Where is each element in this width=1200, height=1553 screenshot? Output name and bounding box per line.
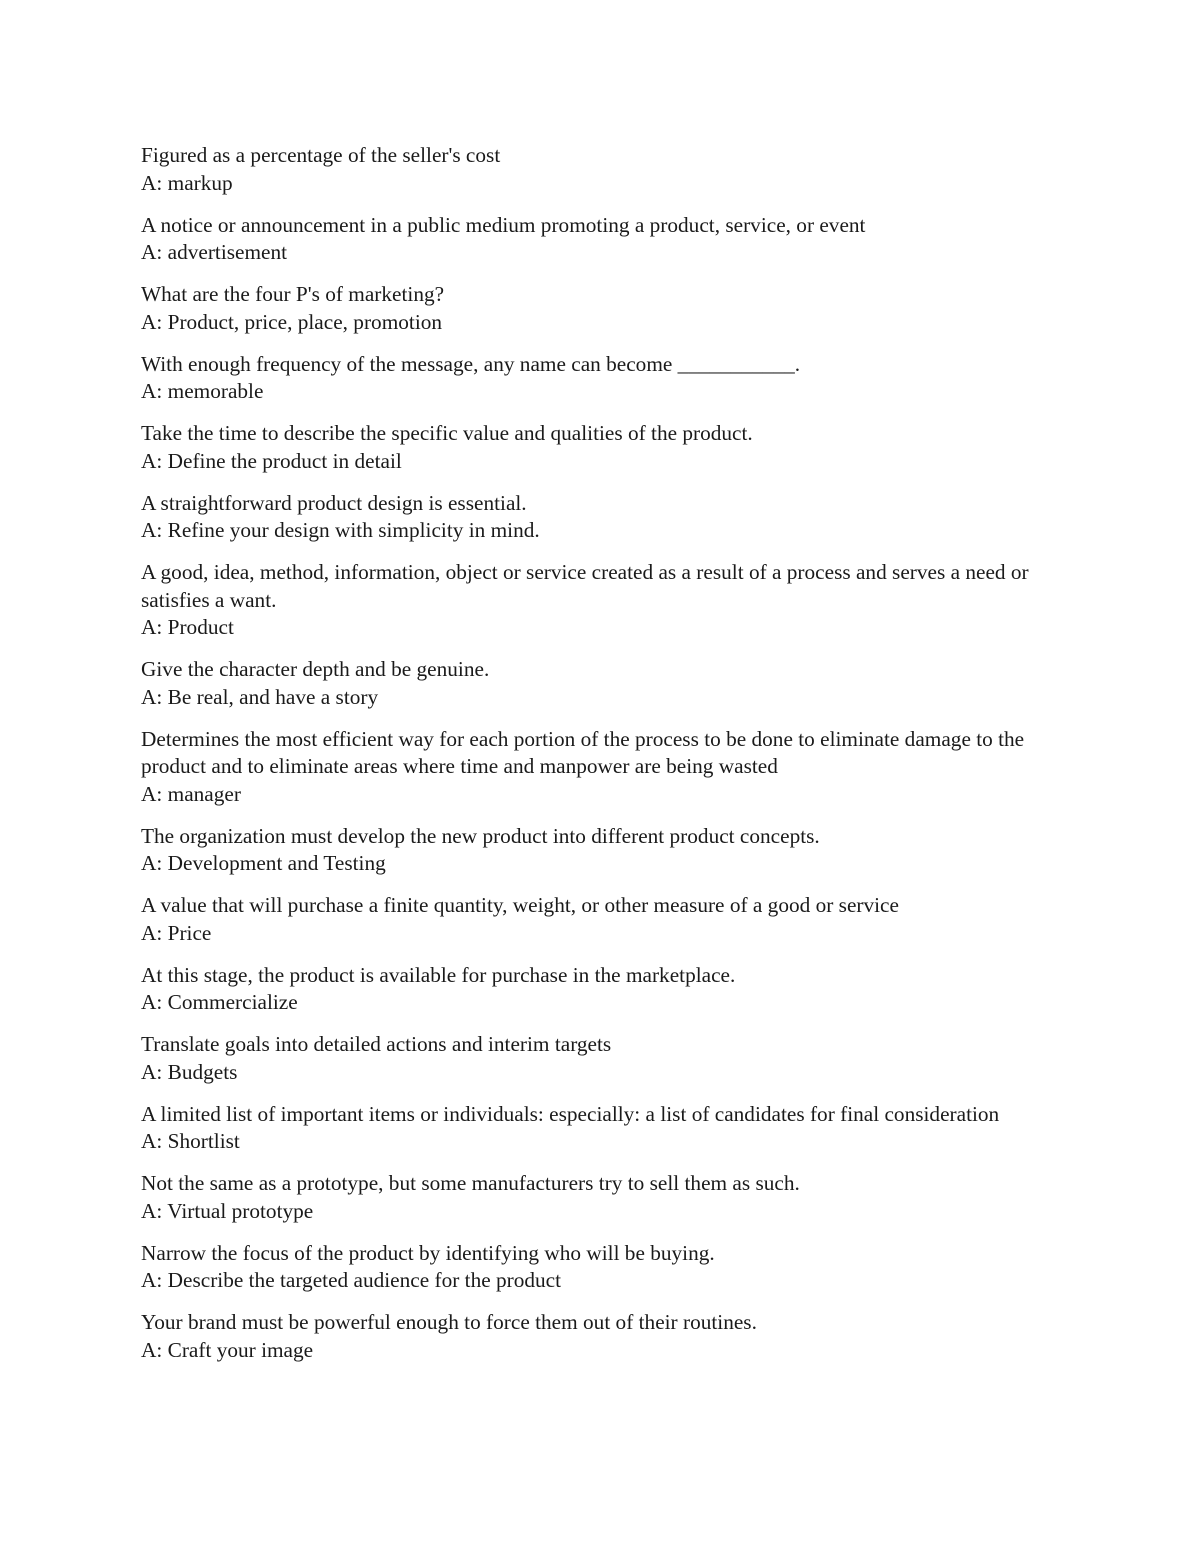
qa-item [141,420,1071,475]
qa-item [141,962,1071,1017]
answer-prefix: A: [141,448,168,473]
qa-item [141,1309,1071,1364]
answer-prefix: A: [141,240,168,264]
answer-text: Be real, and have a story [167,684,379,709]
answer-line [141,517,1071,545]
answer-line [141,1198,1071,1226]
answer-prefix: A: [141,851,168,875]
answer-prefix: A: [141,309,168,334]
qa-item [141,892,1071,947]
answer-line [141,170,1071,198]
answer-prefix: A: [141,990,168,1014]
answer-prefix: A: [141,1129,168,1153]
qa-item [141,1031,1071,1086]
answer-text: Product [167,615,234,639]
answer-text: Product, price, place, promotion [167,309,443,334]
question-text: A value that will purchase a finite quantity, weight, or other measure of a good or service [141,893,899,917]
answer-text: Budgets [167,1059,238,1084]
answer-line [141,1059,1071,1087]
question-text: Take the time to describe the specific value and qualities of the product. [141,421,753,445]
answer-prefix: A: [141,920,168,945]
qa-item [141,656,1071,711]
question-text: With enough frequency of the message, any name can become ___________. [141,351,801,376]
answer-line [141,684,1071,712]
answer-line [141,989,1071,1017]
answer-text: Virtual prototype [167,1198,314,1223]
answer-line [141,1128,1071,1156]
answer-text: Define the product in detail [167,448,402,473]
qa-item [141,1101,1071,1156]
answer-text: markup [167,170,233,195]
answer-prefix: A: [141,1268,168,1292]
question-text: Translate goals into detailed actions and interim targets [141,1032,612,1056]
qa-item [141,726,1071,809]
answer-line [141,309,1071,337]
answer-prefix: A: [141,379,168,403]
qa-item [141,281,1071,336]
answer-line [141,1337,1071,1365]
question-text: Not the same as a prototype, but some manufacturers try to sell them as such. [141,1171,800,1195]
answer-prefix: A: [141,1337,168,1362]
answer-prefix: A: [141,518,168,542]
answer-text: Commercialize [167,990,298,1014]
answer-text: Development and Testing [167,851,386,875]
qa-item [141,559,1071,642]
answer-text: Describe the targeted audience for the product [167,1268,562,1292]
answer-line [141,920,1071,948]
question-text: A limited list of important items or individuals: especially: a list of candidates for final consideration [141,1101,1000,1126]
qa-item [141,1240,1071,1295]
answer-prefix: A: [141,1198,168,1223]
question-text: A notice or announcement in a public medium promoting a product, service, or event [141,212,866,237]
answer-line [141,850,1071,878]
answer-text: advertisement [167,240,288,264]
question-text: At this stage, the product is available for purchase in the marketplace. [141,962,736,987]
answer-text: manager [167,781,241,806]
qa-item [141,142,1071,197]
answer-text: Refine your design with simplicity in mind. [167,518,540,542]
question-text: Narrow the focus of the product by identifying who will be buying. [141,1240,715,1265]
answer-text: Craft your image [167,1337,314,1362]
qa-item [141,823,1071,878]
answer-prefix: A: [141,170,168,195]
answer-prefix: A: [141,684,168,709]
answer-line [141,239,1071,267]
question-text: Determines the most efficient way for each portion of the process to be done to eliminate damage to the product and to eliminate areas where time and manpower are being wasted [141,726,1025,778]
question-text: Your brand must be powerful enough to force them out of their routines. [141,1310,757,1334]
answer-prefix: A: [141,615,168,639]
answer-line [141,781,1071,809]
qa-item [141,351,1071,406]
answer-line [141,378,1071,406]
answer-line [141,1267,1071,1295]
answer-line [141,448,1071,476]
answer-text: Price [167,920,212,945]
question-text: Figured as a percentage of the seller's cost [141,143,501,167]
qa-item [141,490,1071,545]
question-text: A good, idea, method, information, object or service created as a result of a process and serves a need or satisfies a want. [141,560,1029,612]
answer-line [141,614,1071,642]
answer-prefix: A: [141,781,168,806]
qa-list [141,142,1071,1379]
qa-item [141,1170,1071,1225]
qa-item [141,212,1071,267]
answer-prefix: A: [141,1059,168,1084]
question-text: Give the character depth and be genuine. [141,657,490,681]
question-text: What are the four P's of marketing? [141,282,445,306]
answer-text: memorable [167,379,264,403]
question-text: The organization must develop the new product into different product concepts. [141,823,820,848]
answer-text: Shortlist [167,1129,240,1153]
question-text: A straightforward product design is essential. [141,490,527,515]
